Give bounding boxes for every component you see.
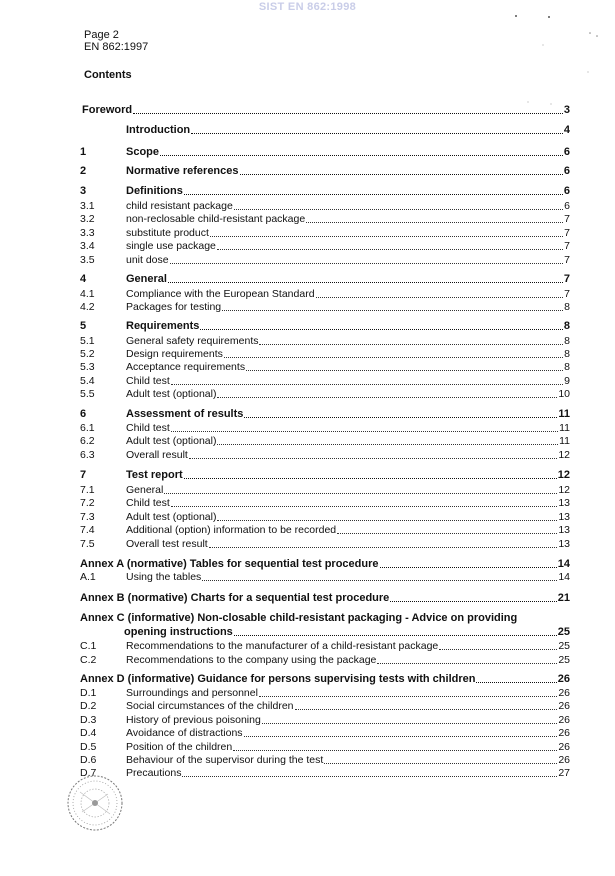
- toc-entry-number: A.1: [80, 571, 96, 583]
- toc-entry-number: 6.2: [80, 435, 95, 447]
- toc-entry-number: 3.5: [80, 254, 95, 266]
- toc-entry-title: Recommendations to the manufacturer of a child-resistant package: [126, 640, 439, 652]
- toc-entry-number: D.6: [80, 754, 97, 766]
- toc-entry-page: 26: [558, 714, 570, 726]
- toc-entry-title: Definitions: [126, 185, 183, 197]
- toc-entry-title: Social circumstances of the children: [126, 700, 294, 712]
- toc-entry-title: Normative references: [126, 165, 239, 177]
- toc-entry-number: D.4: [80, 727, 97, 739]
- toc-entry-number: 7.1: [80, 484, 95, 496]
- toc-entry-page: 8: [563, 320, 570, 332]
- toc-entry-page: 7: [564, 213, 570, 225]
- toc-entry-title: Test report: [126, 469, 183, 481]
- toc-entry-page: 3: [563, 104, 570, 116]
- toc-entry-number: 3: [80, 185, 87, 197]
- toc-entry-title: Overall test result: [126, 538, 208, 550]
- toc-entry-number: 4: [80, 273, 87, 285]
- toc-entry-title: Acceptance requirements: [126, 361, 246, 373]
- toc-entry-number: 4.1: [80, 288, 95, 300]
- toc-entry-page: 26: [558, 754, 570, 766]
- toc-entry-page: 12: [558, 449, 570, 461]
- toc-entry-title: substitute product: [126, 227, 209, 239]
- toc-entry-page: 4: [563, 124, 570, 136]
- toc-entry-page: 10: [558, 388, 570, 400]
- toc-entry-title: Adult test (optional): [126, 511, 217, 523]
- toc-entry-page: 6: [564, 200, 570, 212]
- toc-entry-page: 13: [558, 538, 570, 550]
- toc-entry-page: 7: [564, 240, 570, 252]
- toc-entry-title: Surroundings and personnel: [126, 687, 258, 699]
- toc-entry-number: 5.1: [80, 335, 95, 347]
- toc-entry-number: 3.1: [80, 200, 95, 212]
- toc-entry-title: Foreword: [82, 104, 133, 116]
- toc-entry-page: 8: [564, 301, 570, 313]
- toc-entry-title: child resistant package: [126, 200, 233, 212]
- toc-entry-title: Annex B (normative) Charts for a sequential test procedure: [80, 592, 390, 604]
- toc-entry-number: 7.3: [80, 511, 95, 523]
- toc-entry-title: unit dose: [126, 254, 169, 266]
- toc-entry-page: 8: [564, 361, 570, 373]
- toc-entry-number: 3.2: [80, 213, 95, 225]
- toc-entry-page: 7: [563, 273, 570, 285]
- toc-entry-title: Packages for testing: [126, 301, 222, 313]
- toc-entry-page: 9: [564, 375, 570, 387]
- toc-entry-page: 13: [558, 511, 570, 523]
- toc-entry-page: 14: [558, 571, 570, 583]
- toc-entry-page: 12: [557, 469, 570, 481]
- page-number: Page 2: [84, 29, 119, 41]
- toc-entry-number: 6: [80, 408, 87, 420]
- toc-entry-title: non-reclosable child-resistant package: [126, 213, 306, 225]
- toc-entry-title: Compliance with the European Standard: [126, 288, 315, 300]
- toc-entry-page: 26: [558, 700, 570, 712]
- toc-entry-title: Overall result: [126, 449, 188, 461]
- toc-entry-title: opening instructions: [124, 626, 233, 638]
- toc-entry-title: Adult test (optional): [126, 435, 217, 447]
- toc-entry-page: 11: [559, 435, 570, 447]
- toc-entry-number: C.1: [80, 640, 97, 652]
- toc-entry-number: C.2: [80, 654, 97, 666]
- toc-entry-title: Requirements: [126, 320, 200, 332]
- toc-entry-title: Adult test (optional): [126, 388, 217, 400]
- toc-entry-page: 25: [558, 640, 570, 652]
- toc-entry-page: 12: [558, 484, 570, 496]
- toc-entry-title: Assessment of results: [126, 408, 244, 420]
- toc-entry-page: 11: [559, 422, 570, 434]
- toc-entry-title: Annex C (informative) Non-closable child-resistant packaging - Advice on providing: [80, 612, 518, 624]
- toc-entry-number: D.1: [80, 687, 97, 699]
- toc-entry-title: single use package: [126, 240, 216, 252]
- toc-entry-number: 4.2: [80, 301, 95, 313]
- toc-entry-page: 11: [558, 408, 570, 420]
- toc-entry-page: 21: [557, 592, 570, 604]
- toc-entry-title: Precautions: [126, 767, 182, 779]
- toc-entry-title: Annex A (normative) Tables for sequential test procedure: [80, 558, 379, 570]
- toc-entry-number: 7.5: [80, 538, 95, 550]
- toc-entry-page: 25: [558, 654, 570, 666]
- toc-entry-number: 5.5: [80, 388, 95, 400]
- toc-entry-title: General: [126, 273, 167, 285]
- toc-entry-number: 7.4: [80, 524, 95, 536]
- toc-entry-title: Child test: [126, 497, 170, 509]
- toc-entry-title: Additional (option) information to be recorded: [126, 524, 337, 536]
- toc-entry-number: 5: [80, 320, 87, 332]
- toc-entry-page: 13: [558, 524, 570, 536]
- toc-entry-page: 7: [564, 227, 570, 239]
- toc-entry-number: 3.4: [80, 240, 95, 252]
- toc-entry-page: 7: [564, 288, 570, 300]
- toc-entry-page: 25: [557, 626, 570, 638]
- toc-entry-title: Scope: [126, 146, 160, 158]
- toc-entry-title: Behaviour of the supervisor during the test: [126, 754, 324, 766]
- toc-entry-number: 5.3: [80, 361, 95, 373]
- toc-entry-number: 7.2: [80, 497, 95, 509]
- toc-entry-number: D.2: [80, 700, 97, 712]
- toc-entry-number: 6.1: [80, 422, 95, 434]
- toc-entry-page: 14: [557, 558, 570, 570]
- toc-entry-number: D.5: [80, 741, 97, 753]
- toc-entry-page: 13: [558, 497, 570, 509]
- toc-entry-page: 8: [564, 348, 570, 360]
- toc-entry-number: 3.3: [80, 227, 95, 239]
- toc-entry-title: Introduction: [126, 124, 191, 136]
- toc-entry-title: General: [126, 484, 164, 496]
- toc-entry-number: D.7: [80, 767, 97, 779]
- toc-entry-title: Using the tables: [126, 571, 202, 583]
- toc-entry-page: 7: [564, 254, 570, 266]
- toc-entry-page: 26: [558, 687, 570, 699]
- toc-entry-page: 26: [558, 741, 570, 753]
- toc-entry-page: 26: [557, 673, 570, 685]
- toc-entry-title: General safety requirements: [126, 335, 259, 347]
- toc-entry-title: Child test: [126, 422, 170, 434]
- toc-entry-title: History of previous poisoning: [126, 714, 261, 726]
- toc-entry-title: Design requirements: [126, 348, 223, 360]
- toc-entry-title: Position of the children: [126, 741, 233, 753]
- toc-entry-title: Recommendations to the company using the package: [126, 654, 377, 666]
- toc-entry-number: D.3: [80, 714, 97, 726]
- toc-entry-page: 6: [563, 165, 570, 177]
- toc-entry-page: 6: [563, 146, 570, 158]
- toc-entry-number: 5.4: [80, 375, 95, 387]
- toc-entry-page: 26: [558, 727, 570, 739]
- toc-entry-number: 2: [80, 165, 87, 177]
- toc-entry-page: 27: [558, 767, 570, 779]
- toc-entry-page: 8: [564, 335, 570, 347]
- toc-entry-title: Child test: [126, 375, 170, 387]
- standard-id: EN 862:1997: [84, 41, 149, 53]
- toc-entry-number: 6.3: [80, 449, 95, 461]
- toc-entry-title: Avoidance of distractions: [126, 727, 243, 739]
- watermark: SIST EN 862:1998: [258, 1, 357, 13]
- toc-entry-number: 1: [80, 146, 87, 158]
- toc-entry-number: 7: [80, 469, 87, 481]
- contents-heading: Contents: [84, 69, 132, 81]
- toc-entry-number: 5.2: [80, 348, 95, 360]
- toc-entry-title: Annex D (informative) Guidance for persons supervising tests with children: [80, 673, 476, 685]
- toc-entry-page: 6: [563, 185, 570, 197]
